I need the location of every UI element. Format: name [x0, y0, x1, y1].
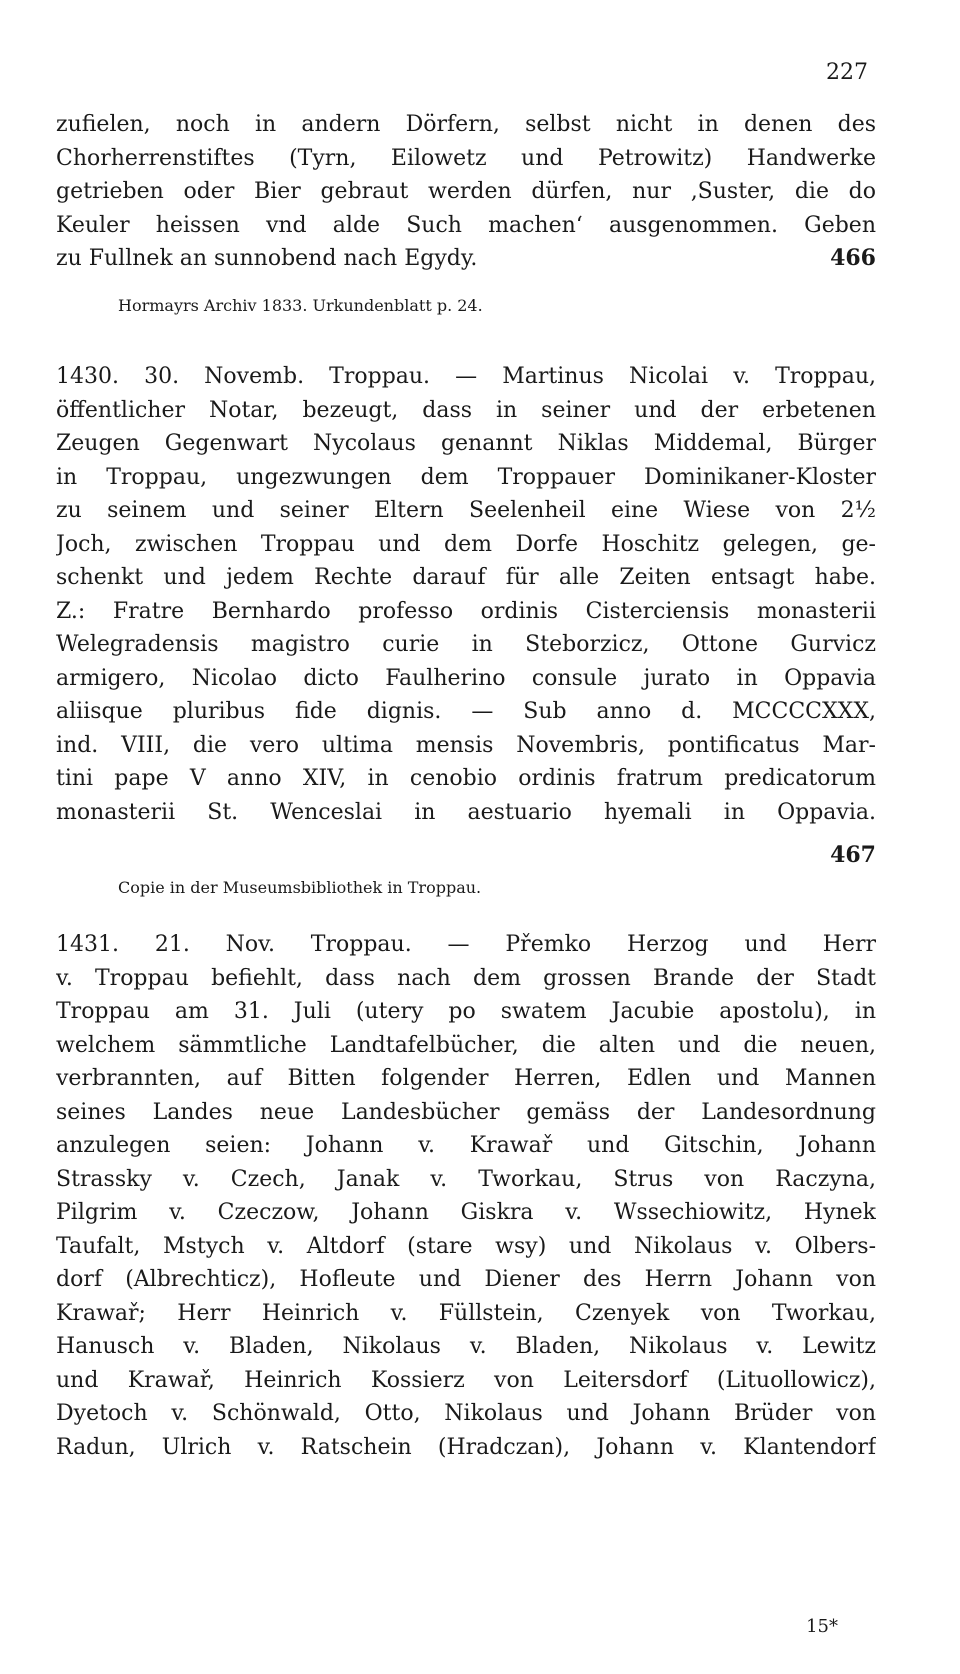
page-number: 227 [826, 60, 868, 85]
document-number: 467 [830, 842, 876, 868]
text-line: aliisque pluribus fide dignis. — Sub anno d. MCCCCXXX, [56, 699, 876, 724]
text-line: Radun, Ulrich v. Ratschein (Hradczan), Johann v. Klantendorf [56, 1434, 876, 1460]
text-line: zu seinem und seiner Eltern Seelenheil eine Wiese von 2½ [56, 498, 876, 523]
text-line: armigero, Nicolao dicto Faulherino consule jurato in Oppavia [56, 665, 876, 691]
text-line [56, 242, 876, 276]
text-line: Keuler heissen vnd alde Such machen‘ ausgenommen. Geben [56, 212, 876, 238]
text-line: öffentlicher Notar, bezeugt, dass in seiner und der erbetenen [56, 397, 876, 423]
text-line: Zeugen Gegenwart Nycolaus genannt Niklas Middemal, Bürger [56, 431, 876, 456]
text-line: schenkt und jedem Rechte darauf für alle Zeiten entsagt habe. [56, 565, 876, 590]
text-line: und Krawař, Heinrich Kossierz von Leitersdorf (Lituollowicz), [56, 1367, 876, 1393]
text-line: Chorherrenstiftes (Tyrn, Eilowetz und Petrowitz) Handwerke [56, 145, 876, 171]
text-line: ind. VIII, die vero ultima mensis Novembris, pontificatus Mar- [56, 732, 876, 758]
text-line: Strassky v. Czech, Janak v. Tworkau, Strus von Raczyna, [56, 1166, 876, 1192]
text-line: zufielen, noch in andern Dörfern, selbst nicht in denen des [56, 112, 876, 137]
text-line: Krawař; Herr Heinrich v. Füllstein, Czenyek von Tworkau, [56, 1300, 876, 1326]
text-line: getrieben oder Bier gebraut werden dürfen, nur ‚Suster, die do [56, 179, 876, 204]
document-number: 466 [830, 245, 876, 271]
text-line: Hanusch v. Bladen, Nikolaus v. Bladen, Nikolaus v. Lewitz [56, 1334, 876, 1359]
text-line: 1431. 21. Nov. Troppau. — Přemko Herzog und Herr [56, 932, 876, 957]
text-line: Z.: Fratre Bernhardo professo ordinis Cisterciensis monasterii [56, 598, 876, 624]
text-line-content: zu Fullnek an sunnobend nach Egydy. [56, 246, 478, 271]
text-line: dorf (Albrechticz), Hofleute und Diener des Herrn Johann von [56, 1267, 876, 1292]
text-line: Troppau am 31. Juli (utery po swatem Jacubie apostolu), in [56, 999, 876, 1024]
text-line: Taufalt, Mstych v. Altdorf (stare wsy) und Nikolaus v. Olbers- [56, 1233, 876, 1259]
text-line: Joch, zwischen Troppau und dem Dorfe Hoschitz gelegen, ge- [56, 531, 876, 557]
text-line: welchem sämmtliche Landtafelbücher, die alten und die neuen, [56, 1032, 876, 1058]
source-citation: Copie in der Museumsbibliothek in Troppau. [118, 878, 482, 897]
entry-466-text [56, 108, 876, 276]
source-citation: Hormayrs Archiv 1833. Urkundenblatt p. 24. [118, 296, 483, 315]
text-line: anzulegen seien: Johann v. Krawař und Gitschin, Johann [56, 1133, 876, 1158]
text-line: Welegradensis magistro curie in Steborzicz, Ottone Gurvicz [56, 632, 876, 657]
text-line: in Troppau, ungezwungen dem Troppauer Dominikaner-Kloster [56, 464, 876, 490]
signature-mark: 15* [806, 1616, 838, 1637]
text-line: Dyetoch v. Schönwald, Otto, Nikolaus und Johann Brüder von [56, 1401, 876, 1426]
text-line: v. Troppau befiehlt, dass nach dem grossen Brande der Stadt [56, 965, 876, 991]
text-line: tini pape V anno XIV, in cenobio ordinis fratrum predicatorum [56, 766, 876, 791]
text-line: Pilgrim v. Czeczow, Johann Giskra v. Wssechiowitz, Hynek [56, 1200, 876, 1225]
text-line: seines Landes neue Landesbücher gemäss der Landesordnung [56, 1099, 876, 1125]
text-line: verbrannten, auf Bitten folgender Herren, Edlen und Mannen [56, 1066, 876, 1091]
text-line: 1430. 30. Novemb. Troppau. — Martinus Nicolai v. Troppau, [56, 364, 876, 389]
text-line: monasterii St. Wenceslai in aestuario hyemali in Oppavia. [56, 799, 876, 825]
entry-468-text [56, 928, 876, 1464]
entry-467-text [56, 360, 876, 829]
